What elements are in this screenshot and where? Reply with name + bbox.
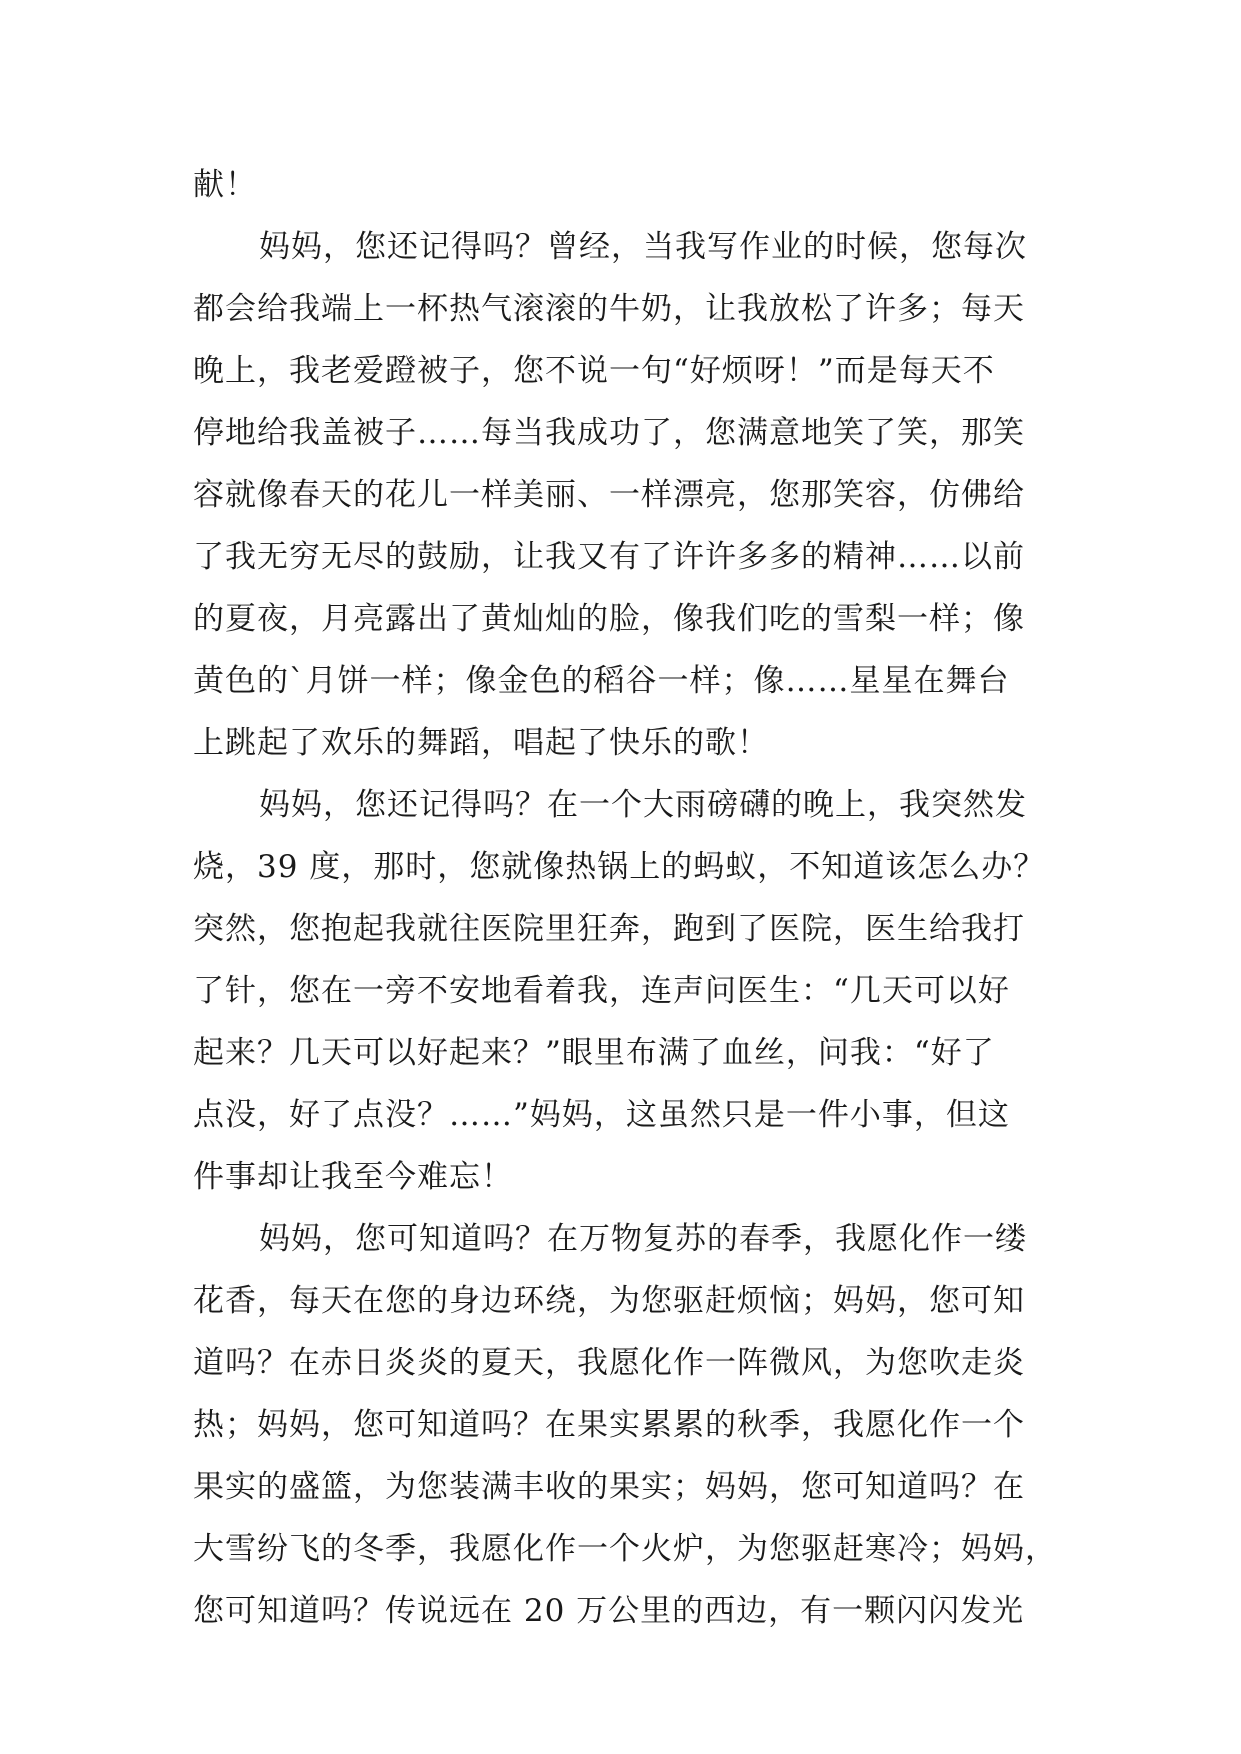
text-line: 件事却让我至今难忘！: [193, 1159, 513, 1195]
text-line: 晚上，我老爱蹬被子，您不说一句“好烦呀！”而是每天不: [193, 353, 995, 389]
text-line: 点没，好了点没？……”妈妈，这虽然只是一件小事，但这: [193, 1097, 1010, 1133]
text-line: 您可知道吗？传说远在 20 万公里的西边，有一颗闪闪发光: [193, 1593, 1025, 1629]
text-line: 了我无穷无尽的鼓励，让我又有了许许多多的精神……以前: [193, 539, 1025, 575]
text-line: 的夏夜，月亮露出了黄灿灿的脸，像我们吃的雪梨一样；像: [193, 601, 1025, 637]
text-line: 起来？几天可以好起来？”眼里布满了血丝，问我：“好了: [193, 1035, 995, 1071]
text-line: 妈妈，您还记得吗？在一个大雨磅礴的晚上，我突然发: [259, 787, 1027, 823]
text-line: 容就像春天的花儿一样美丽、一样漂亮，您那笑容，仿佛给: [193, 477, 1025, 513]
text-line: 热；妈妈，您可知道吗？在果实累累的秋季，我愿化作一个: [193, 1407, 1025, 1443]
text-line: 妈妈，您还记得吗？曾经，当我写作业的时候，您每次: [259, 229, 1027, 265]
text-line: 大雪纷飞的冬季，我愿化作一个火炉，为您驱赶寒冷；妈妈，: [193, 1531, 1057, 1567]
text-line: 烧，39 度，那时，您就像热锅上的蚂蚁，不知道该怎么办？: [193, 849, 1046, 885]
text-line: 了针，您在一旁不安地看着我，连声问医生：“几天可以好: [193, 973, 1010, 1009]
text-line: 妈妈，您可知道吗？在万物复苏的春季，我愿化作一缕: [259, 1221, 1027, 1257]
text-line: 突然，您抱起我就往医院里狂奔，跑到了医院，医生给我打: [193, 911, 1025, 947]
text-line: 上跳起了欢乐的舞蹈，唱起了快乐的歌！: [193, 725, 769, 761]
text-line: 黄色的`月饼一样；像金色的稻谷一样；像……星星在舞台: [193, 663, 1010, 699]
text-line: 停地给我盖被子……每当我成功了，您满意地笑了笑，那笑: [193, 415, 1025, 451]
text-line: 果实的盛篮，为您装满丰收的果实；妈妈，您可知道吗？在: [193, 1469, 1025, 1505]
text-line: 道吗？在赤日炎炎的夏天，我愿化作一阵微风，为您吹走炎: [193, 1345, 1025, 1381]
text-line: 献！: [193, 167, 257, 203]
document-body: [193, 154, 1057, 1642]
text-line: 都会给我端上一杯热气滚滚的牛奶，让我放松了许多；每天: [193, 291, 1025, 327]
text-line: 花香，每天在您的身边环绕，为您驱赶烦恼；妈妈，您可知: [193, 1283, 1025, 1319]
